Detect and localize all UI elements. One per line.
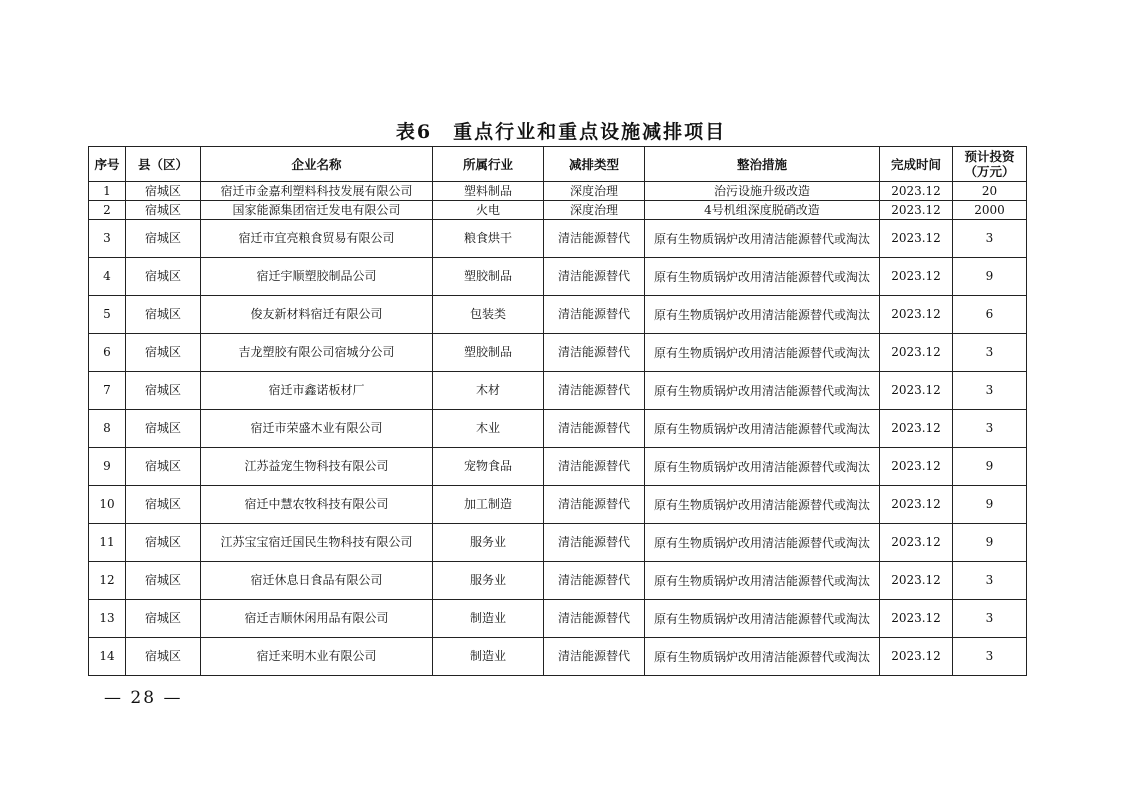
cell-county: 宿城区 xyxy=(126,448,201,486)
cell-measure: 原有生物质锅炉改用清洁能源替代或淘汰 xyxy=(645,562,880,600)
cell-industry: 制造业 xyxy=(433,638,544,676)
cell-type: 清洁能源替代 xyxy=(544,258,645,296)
header-industry: 所属行业 xyxy=(433,147,544,182)
cell-industry: 宠物食品 xyxy=(433,448,544,486)
cell-industry: 木业 xyxy=(433,410,544,448)
cell-company: 宿迁市宜亮粮食贸易有限公司 xyxy=(201,220,433,258)
table-row xyxy=(89,600,1027,638)
cell-type: 清洁能源替代 xyxy=(544,638,645,676)
table-row xyxy=(89,201,1027,220)
cell-date: 2023.12 xyxy=(880,182,953,201)
cell-type: 清洁能源替代 xyxy=(544,524,645,562)
cell-type: 深度治理 xyxy=(544,182,645,201)
cell-company: 国家能源集团宿迁发电有限公司 xyxy=(201,201,433,220)
cell-company: 宿迁市金嘉利塑料科技发展有限公司 xyxy=(201,182,433,201)
cell-date: 2023.12 xyxy=(880,486,953,524)
cell-investment: 3 xyxy=(953,600,1027,638)
cell-type: 清洁能源替代 xyxy=(544,372,645,410)
cell-investment: 20 xyxy=(953,182,1027,201)
cell-company: 宿迁市鑫诺板材厂 xyxy=(201,372,433,410)
cell-date: 2023.12 xyxy=(880,562,953,600)
cell-no: 9 xyxy=(89,448,126,486)
table-row xyxy=(89,638,1027,676)
table-row xyxy=(89,524,1027,562)
cell-measure: 原有生物质锅炉改用清洁能源替代或淘汰 xyxy=(645,638,880,676)
cell-date: 2023.12 xyxy=(880,372,953,410)
cell-company: 宿迁吉顺休闲用品有限公司 xyxy=(201,600,433,638)
cell-no: 12 xyxy=(89,562,126,600)
cell-type: 清洁能源替代 xyxy=(544,562,645,600)
header-measure: 整治措施 xyxy=(645,147,880,182)
cell-county: 宿城区 xyxy=(126,258,201,296)
table-row xyxy=(89,486,1027,524)
header-county: 县（区） xyxy=(126,147,201,182)
cell-industry: 包装类 xyxy=(433,296,544,334)
cell-company: 江苏宝宝宿迁国民生物科技有限公司 xyxy=(201,524,433,562)
cell-company: 江苏益宠生物科技有限公司 xyxy=(201,448,433,486)
cell-county: 宿城区 xyxy=(126,638,201,676)
cell-industry: 加工制造 xyxy=(433,486,544,524)
cell-measure: 原有生物质锅炉改用清洁能源替代或淘汰 xyxy=(645,448,880,486)
header-investment: 预计投资（万元） xyxy=(953,147,1027,182)
cell-no: 2 xyxy=(89,201,126,220)
cell-investment: 9 xyxy=(953,486,1027,524)
cell-measure: 原有生物质锅炉改用清洁能源替代或淘汰 xyxy=(645,486,880,524)
cell-industry: 塑料制品 xyxy=(433,182,544,201)
cell-type: 清洁能源替代 xyxy=(544,410,645,448)
cell-industry: 塑胶制品 xyxy=(433,258,544,296)
cell-investment: 3 xyxy=(953,562,1027,600)
cell-county: 宿城区 xyxy=(126,296,201,334)
header-type: 减排类型 xyxy=(544,147,645,182)
cell-no: 3 xyxy=(89,220,126,258)
cell-no: 8 xyxy=(89,410,126,448)
cell-measure: 原有生物质锅炉改用清洁能源替代或淘汰 xyxy=(645,600,880,638)
cell-investment: 3 xyxy=(953,372,1027,410)
cell-no: 7 xyxy=(89,372,126,410)
cell-county: 宿城区 xyxy=(126,562,201,600)
cell-county: 宿城区 xyxy=(126,372,201,410)
cell-investment: 9 xyxy=(953,258,1027,296)
cell-measure: 原有生物质锅炉改用清洁能源替代或淘汰 xyxy=(645,220,880,258)
cell-industry: 塑胶制品 xyxy=(433,334,544,372)
table-row xyxy=(89,182,1027,201)
table-body xyxy=(89,182,1027,676)
cell-no: 10 xyxy=(89,486,126,524)
cell-date: 2023.12 xyxy=(880,600,953,638)
cell-county: 宿城区 xyxy=(126,524,201,562)
page-number: — 28 — xyxy=(104,688,183,708)
header-company: 企业名称 xyxy=(201,147,433,182)
cell-company: 宿迁中慧农牧科技有限公司 xyxy=(201,486,433,524)
cell-industry: 服务业 xyxy=(433,562,544,600)
cell-county: 宿城区 xyxy=(126,182,201,201)
cell-no: 5 xyxy=(89,296,126,334)
cell-county: 宿城区 xyxy=(126,486,201,524)
cell-type: 清洁能源替代 xyxy=(544,220,645,258)
cell-investment: 3 xyxy=(953,220,1027,258)
cell-investment: 9 xyxy=(953,448,1027,486)
cell-measure: 原有生物质锅炉改用清洁能源替代或淘汰 xyxy=(645,524,880,562)
cell-date: 2023.12 xyxy=(880,638,953,676)
cell-measure: 原有生物质锅炉改用清洁能源替代或淘汰 xyxy=(645,296,880,334)
table-row xyxy=(89,372,1027,410)
cell-industry: 粮食烘干 xyxy=(433,220,544,258)
table-title: 表6 重点行业和重点设施减排项目 xyxy=(395,121,727,143)
cell-date: 2023.12 xyxy=(880,448,953,486)
cell-investment: 2000 xyxy=(953,201,1027,220)
cell-no: 13 xyxy=(89,600,126,638)
cell-county: 宿城区 xyxy=(126,410,201,448)
cell-date: 2023.12 xyxy=(880,220,953,258)
header-no: 序号 xyxy=(89,147,126,182)
cell-industry: 木材 xyxy=(433,372,544,410)
cell-investment: 3 xyxy=(953,638,1027,676)
cell-company: 俊友新材料宿迁有限公司 xyxy=(201,296,433,334)
header-date: 完成时间 xyxy=(880,147,953,182)
table-row xyxy=(89,448,1027,486)
cell-type: 清洁能源替代 xyxy=(544,296,645,334)
cell-investment: 9 xyxy=(953,524,1027,562)
cell-industry: 制造业 xyxy=(433,600,544,638)
cell-investment: 6 xyxy=(953,296,1027,334)
cell-type: 清洁能源替代 xyxy=(544,600,645,638)
cell-date: 2023.12 xyxy=(880,296,953,334)
cell-no: 14 xyxy=(89,638,126,676)
cell-type: 清洁能源替代 xyxy=(544,334,645,372)
cell-measure: 治污设施升级改造 xyxy=(645,182,880,201)
cell-investment: 3 xyxy=(953,334,1027,372)
cell-no: 6 xyxy=(89,334,126,372)
cell-date: 2023.12 xyxy=(880,201,953,220)
cell-measure: 原有生物质锅炉改用清洁能源替代或淘汰 xyxy=(645,334,880,372)
cell-company: 宿迁宇顺塑胶制品公司 xyxy=(201,258,433,296)
cell-county: 宿城区 xyxy=(126,334,201,372)
cell-no: 4 xyxy=(89,258,126,296)
cell-measure: 4号机组深度脱硝改造 xyxy=(645,201,880,220)
cell-date: 2023.12 xyxy=(880,258,953,296)
cell-measure: 原有生物质锅炉改用清洁能源替代或淘汰 xyxy=(645,372,880,410)
table-row xyxy=(89,296,1027,334)
cell-type: 清洁能源替代 xyxy=(544,486,645,524)
cell-county: 宿城区 xyxy=(126,220,201,258)
cell-date: 2023.12 xyxy=(880,524,953,562)
cell-county: 宿城区 xyxy=(126,201,201,220)
cell-no: 1 xyxy=(89,182,126,201)
cell-date: 2023.12 xyxy=(880,410,953,448)
table-row xyxy=(89,410,1027,448)
cell-no: 11 xyxy=(89,524,126,562)
cell-industry: 服务业 xyxy=(433,524,544,562)
cell-industry: 火电 xyxy=(433,201,544,220)
table-row xyxy=(89,258,1027,296)
cell-company: 吉龙塑胶有限公司宿城分公司 xyxy=(201,334,433,372)
cell-county: 宿城区 xyxy=(126,600,201,638)
cell-measure: 原有生物质锅炉改用清洁能源替代或淘汰 xyxy=(645,410,880,448)
cell-company: 宿迁市荣盛木业有限公司 xyxy=(201,410,433,448)
table-row xyxy=(89,334,1027,372)
table-row xyxy=(89,220,1027,258)
cell-measure: 原有生物质锅炉改用清洁能源替代或淘汰 xyxy=(645,258,880,296)
cell-investment: 3 xyxy=(953,410,1027,448)
cell-company: 宿迁休息日食品有限公司 xyxy=(201,562,433,600)
emission-reduction-table xyxy=(88,146,1027,676)
cell-date: 2023.12 xyxy=(880,334,953,372)
cell-type: 深度治理 xyxy=(544,201,645,220)
cell-type: 清洁能源替代 xyxy=(544,448,645,486)
table-row xyxy=(89,562,1027,600)
header-row xyxy=(89,147,1027,182)
cell-company: 宿迁来明木业有限公司 xyxy=(201,638,433,676)
